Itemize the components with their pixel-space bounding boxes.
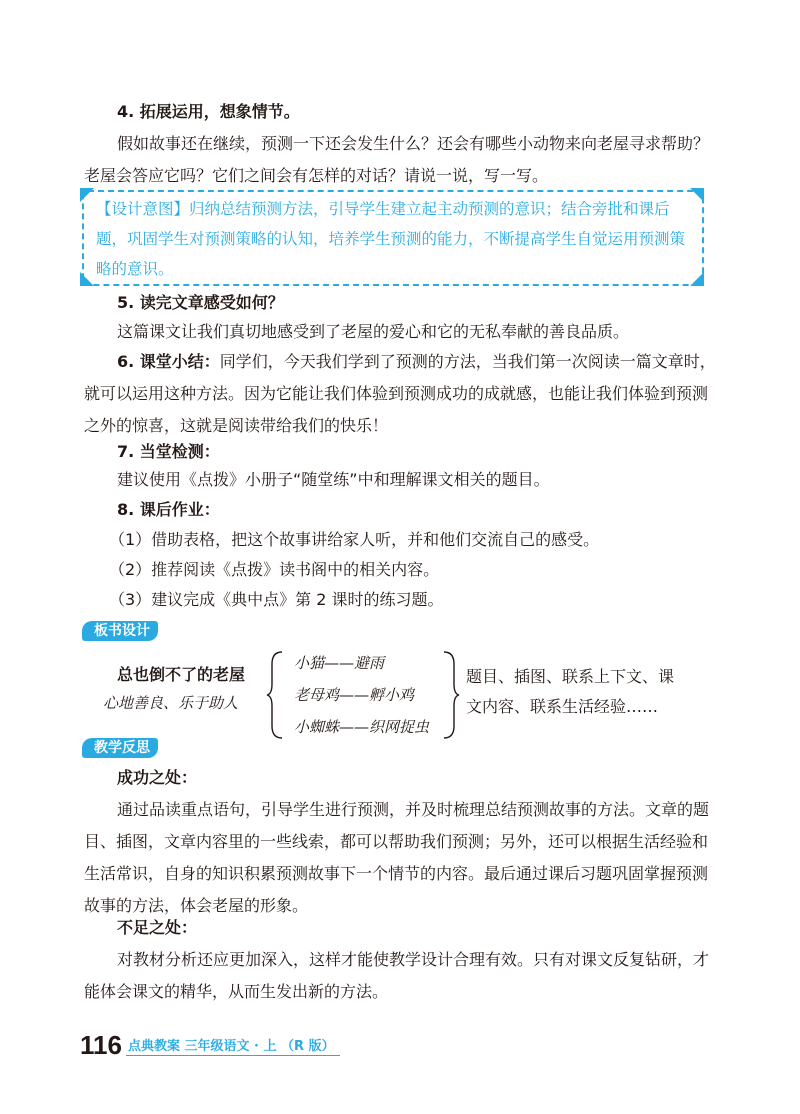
board-right-line: 题目、插图、联系上下文、课 — [466, 667, 675, 686]
footer-divider — [126, 1055, 340, 1056]
board-design-tag: 板书设计 — [82, 621, 158, 641]
left-brace-icon — [266, 650, 286, 740]
right-brace-icon — [440, 650, 460, 740]
section-4-heading: 4. 拓展运用，想象情节。 — [117, 102, 300, 121]
success-heading: 成功之处： — [117, 768, 198, 787]
section-6-body: 同学们，今天我们学到了预测的方法，当我们第一次阅读一篇文章时，就可以运用这种方法。因为它能让我们体验到预测成功的成就感，也能让我们体验到预测之外的惊喜，这就是阅读带给我们的快乐！ — [84, 352, 716, 435]
lack-heading: 不足之处： — [117, 918, 198, 937]
section-7-heading: 7. 当堂检测： — [117, 442, 220, 461]
lack-body: 对教材分析还应更加深入，这样才能使教学设计合理有效。只有对课文反复钻研，才能体会课文的精华，从而生发出新的方法。 — [84, 950, 710, 1001]
section-7-body: 建议使用《点拨》小册子“随堂练”中和理解课文相关的题目。 — [117, 470, 550, 489]
section-4-body: 假如故事还在继续，预测一下还会发生什么？还会有哪些小动物来向老屋寻求帮助？老屋会答应它吗？它们之间会有怎样的对话？请说一说，写一写。 — [84, 134, 710, 185]
page-number: 116 — [80, 1030, 122, 1060]
reflection-tag: 教学反思 — [82, 738, 158, 758]
section-5-heading: 5. 读完文章感受如何？ — [117, 293, 284, 312]
section-6-label: 6. 课堂小结： — [117, 352, 220, 371]
homework-item: （1）借助表格，把这个故事讲给家人听，并和他们交流自己的感受。 — [109, 530, 600, 549]
board-middle-item: 小蜘蛛——织网捉虫 — [294, 718, 430, 736]
section-5-body: 这篇课文让我们真切地感受到了老屋的爱心和它的无私奉献的善良品质。 — [117, 322, 630, 341]
design-intent-text: 【设计意图】归纳总结预测方法，引导学生建立起主动预测的意识；结合旁批和课后题，巩固学生对预测策略的认知，培养学生预测的能力，不断提高学生自觉运用预测策略的意识。 — [96, 200, 686, 278]
section-8-heading: 8. 课后作业： — [117, 500, 220, 519]
board-subtitle: 心地善良、乐于助人 — [103, 694, 239, 712]
board-right-line: 文内容、联系生活经验…… — [466, 697, 659, 716]
footer-book-title: 点典教案 三年级语文 · 上 （R 版） — [128, 1039, 335, 1054]
section-6-paragraph — [84, 346, 716, 442]
homework-item: （3）建议完成《典中点》第 2 课时的练习题。 — [109, 590, 444, 609]
board-title: 总也倒不了的老屋 — [117, 665, 246, 684]
board-middle-item: 小猫——避雨 — [294, 654, 385, 672]
board-middle-item: 老母鸡——孵小鸡 — [294, 686, 415, 704]
success-body: 通过品读重点语句，引导学生进行预测，并及时梳理总结预测故事的方法。文章的题目、插图，文章内容里的一些线索，都可以帮助我们预测；另外，还可以根据生活经验和生活常识，自身的知识积累预测故事下一个情节的内容。最后通过课后习题巩固掌握预测故事的方法，体会老屋的形象。 — [84, 800, 710, 915]
homework-item: （2）推荐阅读《点拨》读书阁中的相关内容。 — [109, 560, 440, 579]
